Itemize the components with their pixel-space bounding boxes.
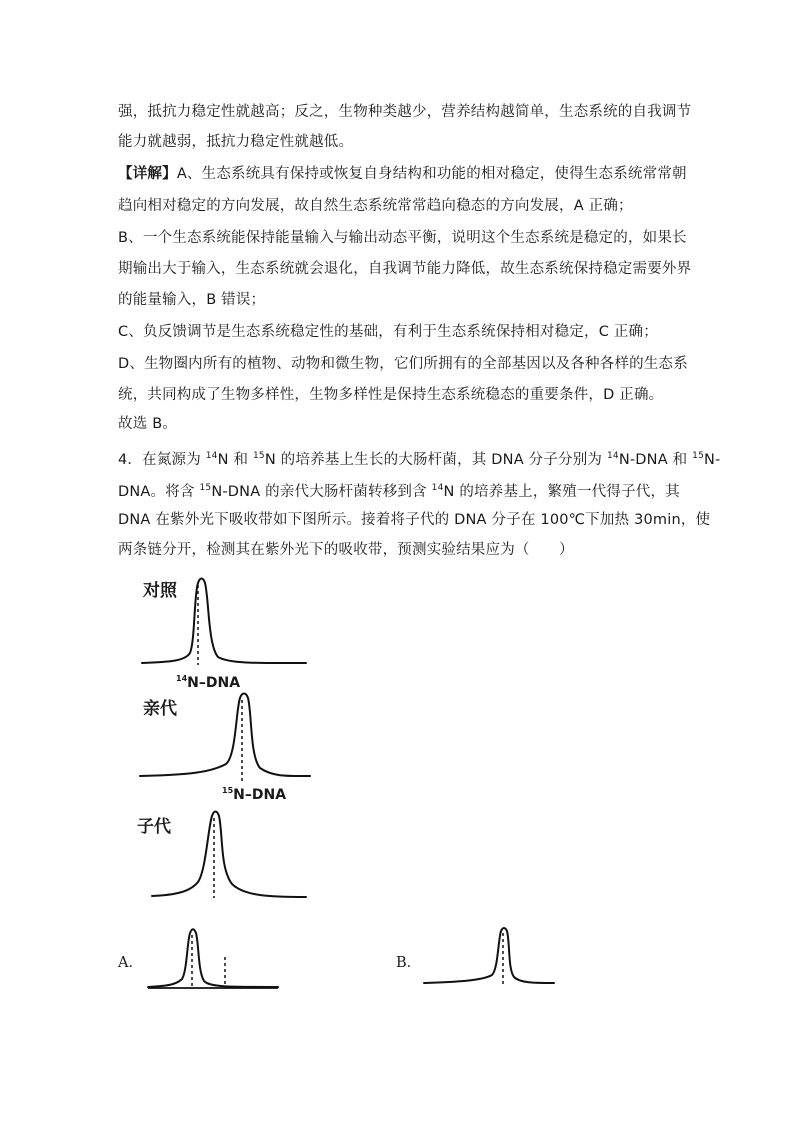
superscript: 15 <box>252 451 265 461</box>
text-span: A、生态系统具有保持或恢复自身结构和功能的相对稳定，使得生态系统常常朝 <box>176 166 687 182</box>
option-b-label: B． <box>396 955 422 971</box>
text-span: N 的培养基上生长的大肠杆菌，其 DNA 分子分别为 <box>264 452 607 468</box>
option-a-label: A． <box>118 955 143 971</box>
text-span: N-DNA 和 <box>618 452 693 468</box>
superscript: 15 <box>199 483 212 493</box>
superscript: 14 <box>205 451 218 461</box>
text-span: 4．在氮源为 <box>118 452 206 468</box>
control-sublabel <box>176 674 240 691</box>
text-line: 统，共同构成了生物多样性，生物多样性是保持生态系统稳态的重要条件，D 正确。 <box>118 387 664 403</box>
text-span: N–DNA <box>187 675 241 691</box>
question-line <box>118 446 721 470</box>
text-line: 的能量输入，B 错误； <box>118 292 266 308</box>
option-b-curve[interactable] <box>422 925 557 997</box>
text-span: N 的培养基上，繁殖一代得子代，其 <box>443 484 680 500</box>
text-line: 趋向相对稳定的方向发展，故自然生态系统常常趋向稳态的方向发展，A 正确； <box>118 198 633 214</box>
text-span: N-DNA 的亲代大肠杆菌转移到含 <box>211 484 432 500</box>
text-span: N–DNA <box>233 787 287 803</box>
superscript: 14 <box>431 483 444 493</box>
option-a-curve[interactable] <box>146 925 281 997</box>
text-span: N 和 <box>217 452 253 468</box>
child-peak-curve <box>150 808 310 903</box>
question-line <box>118 478 680 502</box>
text-span: N- <box>704 452 721 468</box>
child-label: 子代 <box>137 817 171 837</box>
text-line: 故选 B。 <box>118 416 178 432</box>
text-line: B、一个生态系统能保持能量输入与输出动态平衡，说明这个生态系统是稳定的，如果长 <box>118 230 687 246</box>
control-peak-curve <box>140 575 310 670</box>
detail-tag: 【详解】 <box>118 166 177 182</box>
parent-sublabel <box>222 786 286 803</box>
question-line: 两条链分开，检测其在紫外光下的吸收带，预测实验结果应为（ ） <box>118 542 574 558</box>
text-line: 强，抵抗力稳定性就越高；反之，生物种类越少，营养结构越简单，生态系统的自我调节 <box>118 104 692 120</box>
superscript: 15 <box>692 451 705 461</box>
text-span: DNA。将含 <box>118 484 200 500</box>
parent-label: 亲代 <box>143 699 177 719</box>
parent-peak-curve <box>138 690 313 785</box>
text-line: 能力就越弱，抵抗力稳定性就越低。 <box>118 134 354 150</box>
control-label: 对照 <box>143 581 177 601</box>
text-line: D、生物圈内所有的植物、动物和微生物，它们所拥有的全部基因以及各种各样的生态系 <box>118 356 688 372</box>
text-line <box>118 164 687 184</box>
text-line: 期输出大于输入，生态系统就会退化，自我调节能力降低，故生态系统保持稳定需要外界 <box>118 261 692 277</box>
text-line: C、负反馈调节是生态系统稳定性的基础，有利于生态系统保持相对稳定，C 正确； <box>118 324 658 340</box>
superscript: 14 <box>176 674 188 683</box>
superscript: 15 <box>222 786 234 795</box>
superscript: 14 <box>606 451 619 461</box>
question-line: DNA 在紫外光下吸收带如下图所示。接着将子代的 DNA 分子在 100℃下加热 30min，使 <box>118 512 711 528</box>
